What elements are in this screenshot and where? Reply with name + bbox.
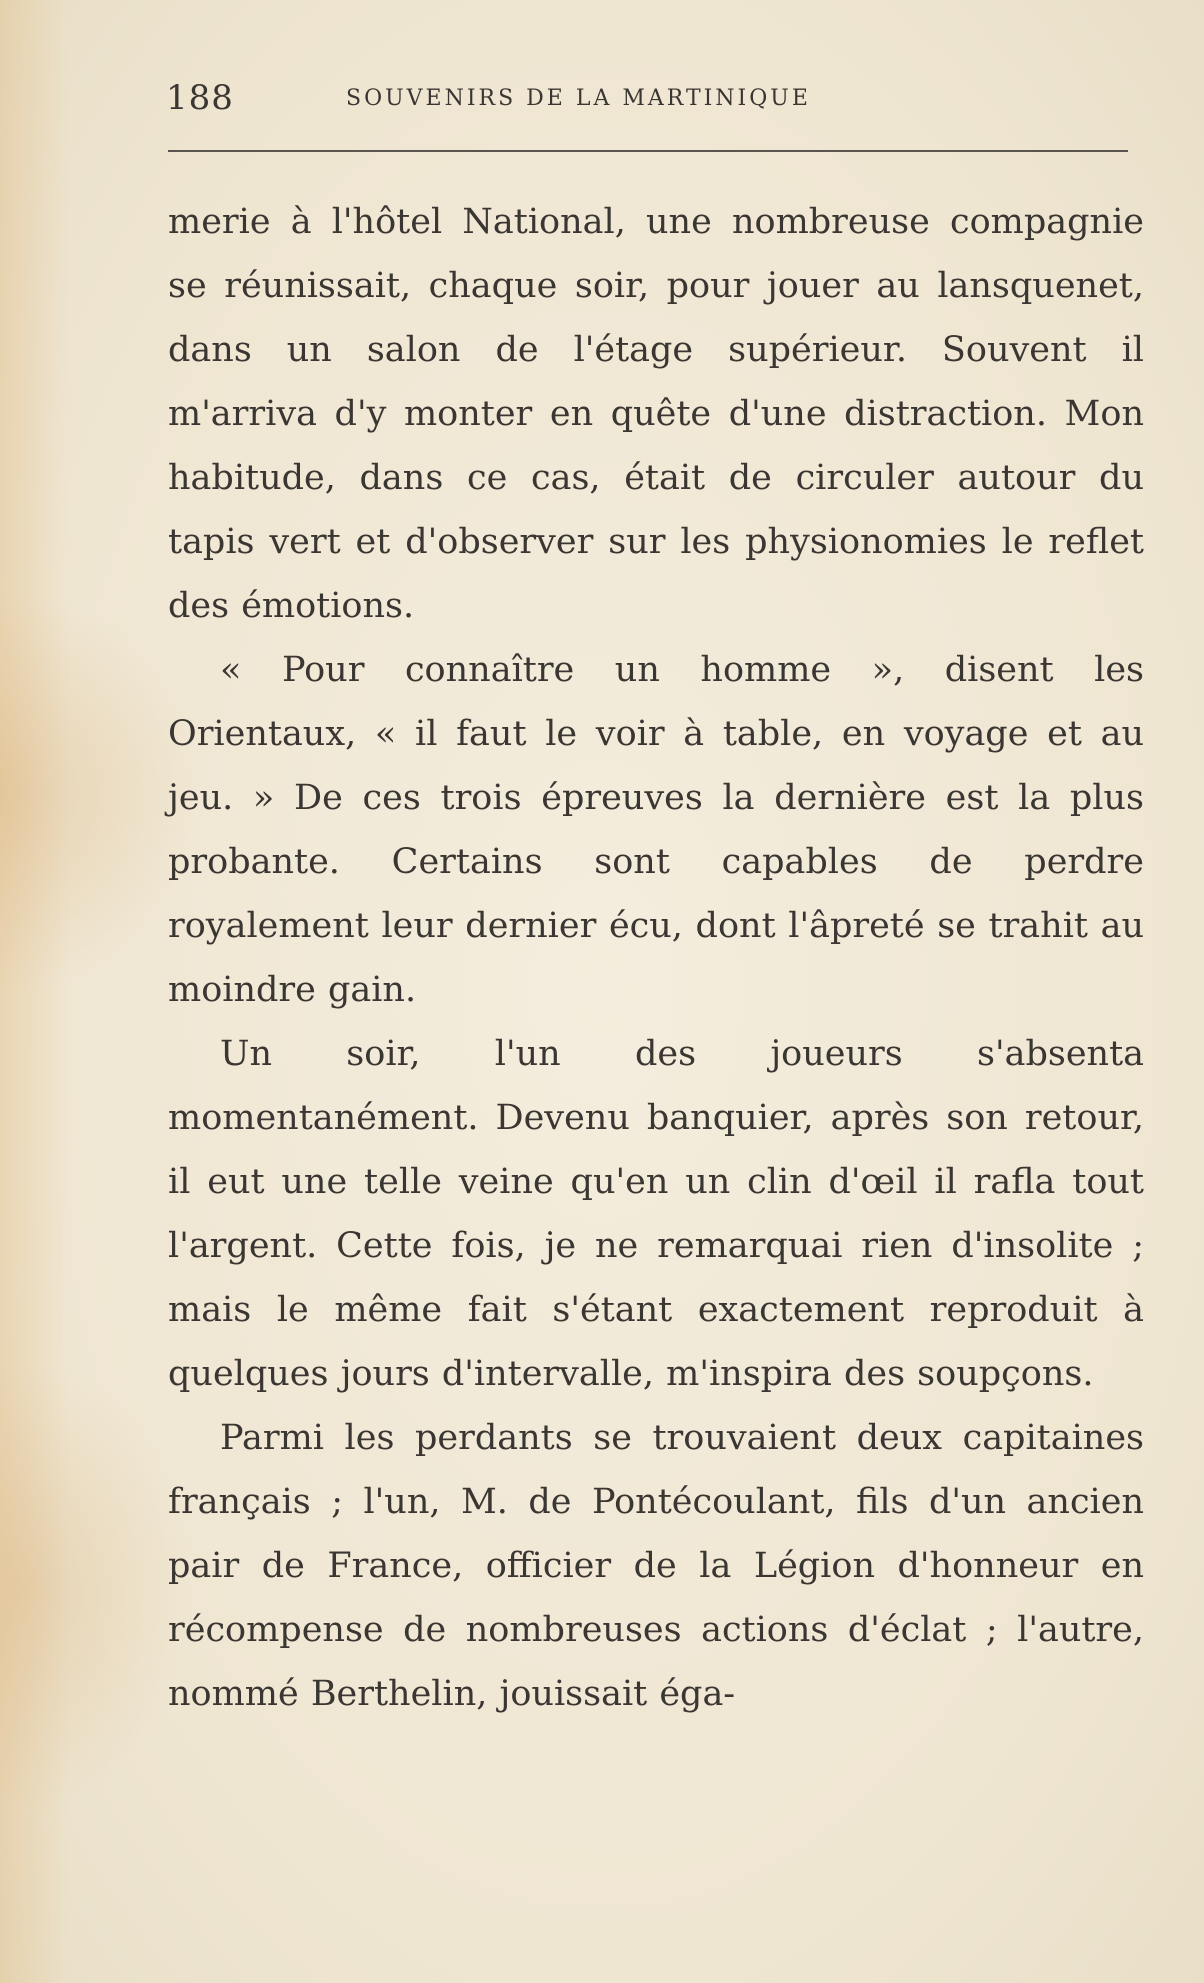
paragraph: Parmi les perdants se trouvaient deux capitaines français ; l'un, M. de Pontécoulant, fils d'un ancien pair de France, officier de la Légion d'honneur en récompense de nombreuses actions d'éclat ; l'autre, nommé Berthelin, jouissait éga- [168,1418,1144,1714]
paragraph: « Pour connaître un homme », disent les Orientaux, « il faut le voir à table, en voyage et au jeu. » De ces trois épreuves la dernière est la plus probante. Certains sont capables de perdre royalement leur dernier écu, dont l'âpreté se trahit au moindre gain. [168,650,1144,1010]
page-number: 188 [166,78,234,118]
page-header [166,78,1130,128]
body-text [168,190,1144,1726]
paragraph: Un soir, l'un des joueurs s'absenta momentanément. Devenu banquier, après son retour, il eut une telle veine qu'en un clin d'œil il rafla tout l'argent. Cette fois, je ne remarquai rien d'insolite ; mais le même fait s'étant exactement reproduit à quelques jours d'intervalle, m'inspira des soupçons. [168,1034,1144,1394]
paper-stain [0,0,70,1983]
running-title: SOUVENIRS DE LA MARTINIQUE [346,86,811,111]
paragraph: merie à l'hôtel National, une nombreuse compagnie se réunissait, chaque soir, pour jouer au lansquenet, dans un salon de l'étage supérieur. Souvent il m'arriva d'y monter en quête d'une distraction. Mon habitude, dans ce cas, était de circuler autour du tapis vert et d'observer sur les physionomies le reflet des émotions. [168,202,1144,626]
header-rule [168,150,1128,152]
